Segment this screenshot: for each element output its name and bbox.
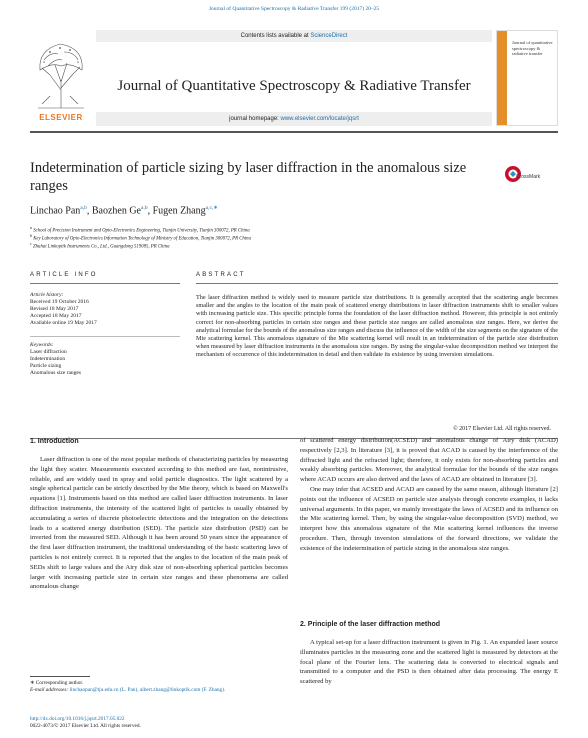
homepage-band [96, 112, 492, 126]
keyword: Particle sizing [30, 363, 62, 369]
abstract-text: The laser diffraction method is widely used to measure particle size distributions. It is generally accepted that the scattering angle becomes smaller and the angles to the location of the main peak of scattered energy distributions in laser diffraction instruments shift to smaller values with increasing particle size. This specific principle forms the foundation of the laser diffraction method. However, this principle is not entirely correct for non-absorbing particles in certain size ranges and these particle size ranges are called anomalous size ranges. Here, we derive the analytical formulae for the bounds of the anomalous size ranges and discuss the influence of the width of the size segments on the signature of the Mie scattering kernel. This anomalous signature of the Mie scattering kernel will result in an indetermination of the particle size distribution when measured by laser diffraction instruments in the anomalous size ranges. By using the singular-value decomposition method we interpret the mechanism of occurrence of this indetermination in detail and then validate its existence by using inversion simulations. [196, 294, 558, 359]
journal-reference[interactable]: Journal of Quantitative Spectroscopy & Radiative Transfer 199 (2017) 20–25 [208, 6, 380, 12]
doi-link[interactable]: http://dx.doi.org/10.1016/j.jqsrt.2017.05.022 [30, 716, 125, 722]
journal-title: Journal of Quantitative Spectroscopy & Radiative Transfer [117, 78, 471, 94]
email-addresses[interactable]: linchaopan@tju.edu.cn (L. Pan), albert.zhang@linkoptik.com (F. Zhang). [69, 687, 226, 693]
copyright-notice: © 2017 Elsevier Ltd. All rights reserved. [453, 426, 551, 432]
author-list: Linchao Pan$^{a,b}$, Baozhen Ge$^{a,b}$, Fugen Zhang$^{a,c,∗}$ [30, 205, 218, 217]
section-1-body-left [30, 455, 288, 592]
header-divider [30, 131, 558, 133]
footnote-rule [30, 676, 90, 677]
cover-strip [497, 31, 507, 125]
history-label: Article history: [30, 292, 64, 298]
cover-title: Journal of quantitative spectroscopy & radiative transfer [512, 40, 553, 56]
author-name[interactable]: Fugen Zhang [152, 205, 206, 217]
affiliation: $^c$ Zhuhai Linkoptik Instruments Co., Ltd., Guangdong 519085, PR China [30, 241, 170, 250]
paragraph: of scattered energy distribution(ACSED) and anomalous change of Airy disk (ACAD) respectively [2,3]. In literature [3], it is proved that ACAD is caused by the interference of the diffracted light and the refracted light; therefore, it only exists for non-absorbing particles and weakly absorbing particles. Moreover, the analytical formulae for the bounds of the size ranges where ACAD occurs are also derived and the laws of ACAD are obtained in literature [3]. [300, 437, 558, 484]
issn-line: 0022-4073/© 2017 Elsevier Ltd. All rights reserved. [30, 723, 141, 729]
author-affil-mark[interactable]: a,c,∗ [205, 205, 218, 211]
sciencedirect-link[interactable]: ScienceDirect [310, 33, 348, 39]
affiliation: $^b$ Key Laboratory of Opto-Electronics Information Technology of Ministry of Education, Tianjin 300072, PR China [30, 233, 251, 242]
author-affil-mark[interactable]: a,b [80, 205, 87, 211]
footnotes [30, 680, 288, 694]
paragraph: One may infer that ACSED and ACAD are caused by the same reason, although literature [2] points out the influence of ACSED on particle size analysis through concrete examples, it lacks universal arguments. In this paper, we mainly investigate the laws of ACSED and its influence on the Mie scattering kernel. Then, by using the singular-value decomposition (SVD) method, we interpret how this anomalous signature of the Mie scattering kernel influences the inverse procedure. Then, through inversion simulations of the forward directions, we validate the existence of the indetermination of particle sizing in the anomalous size ranges. [300, 485, 558, 552]
keywords-block [30, 342, 180, 377]
keywords-label: Keywords: [30, 342, 54, 348]
paragraph: Laser diffraction is one of the most popular methods of characterizing particles by measuring the light they scatter. Measurements executed according to this method are fast, nonintrusive, reliable, and are widely used in spray and solid particle diagnostics. The light scattered by a single spherical particle can be strictly described by the Mie theory, which is based on Maxwell's equations [1]. Instruments based on this method are called laser diffraction instruments. In laser diffraction instruments, the intensity of the scattered light of particles is usually obtained by accumulating a series of discrete photoelectric detections and the integration on the detections leads to a scattered energy distribution (SED). The particle size distribution (PSD) can be inverted from the measured SED. Although it has been around 50 years since the appearance of the first laser diffraction instrument, the traditional understanding of the basic scattering laws of particles is not entirely correct. It is reported that the angles to the location of the main peak of SEDs shift to large values and the Airy disk size of non-absorbing spherical particles becomes larger with increasing particle size in certain size ranges and these phenomena are called anomalous change [30, 456, 288, 591]
article-title: Indetermination of particle sizing by laser diffraction in the anomalous size ranges [30, 160, 467, 194]
abstract-heading: ABSTRACT [196, 272, 246, 278]
article-history [30, 292, 180, 327]
contents-band [96, 30, 492, 42]
publisher-wordmark: ELSEVIER [39, 113, 83, 122]
author-affil-mark[interactable]: a,b [141, 205, 148, 211]
homepage-link[interactable]: www.elsevier.com/locate/jqsrt [280, 116, 359, 122]
corresponding-author-note: ∗ Corresponding author. [30, 680, 84, 686]
section-2-heading: 2. Principle of the laser diffraction method [300, 621, 441, 628]
affiliation: $^a$ School of Precision Instrument and Opto-Electronics Engineering, Tianjin University, Tianjin 300072, PR China [30, 225, 250, 234]
section-2-body [300, 638, 558, 687]
keyword: Laser diffraction [30, 349, 67, 355]
section-1-heading: 1. Introduction [30, 438, 79, 445]
author-name[interactable]: Linchao Pan [30, 205, 81, 217]
crossmark-label[interactable]: CrossMark [516, 174, 541, 180]
article-info-rule [30, 283, 180, 284]
abstract-rule [196, 283, 558, 284]
doi-block [30, 716, 288, 730]
keyword: Anomalous size ranges [30, 370, 82, 376]
email-label: E-mail addresses: [30, 687, 69, 693]
contents-prefix: Contents lists available at [240, 33, 309, 39]
keywords-rule [30, 336, 180, 337]
history-item: Accepted 18 May 2017 [30, 313, 82, 319]
keyword: Indetermination [30, 356, 66, 362]
history-item: Received 19 October 2016 [30, 299, 89, 305]
history-item: Revised 18 May 2017 [30, 306, 79, 312]
author-name[interactable]: Baozhen Ge [91, 205, 141, 217]
email-note [30, 687, 288, 694]
article-info-heading: ARTICLE INFO [30, 272, 98, 278]
homepage-prefix: journal homepage: [229, 116, 279, 122]
section-1-body-right [300, 436, 558, 554]
paragraph: A typical set-up for a laser diffraction instrument is given in Fig. 1. An expanded laser source illuminates particles in the measuring zone and the scattered light is measured by detectors at the focal plane of the Fourier lens. The scattering data is converted to electrical signals and transmitted to a computer and the PSD is then obtained after data processing. The energy E scattered by [300, 639, 558, 686]
history-item: Available online 19 May 2017 [30, 320, 97, 326]
